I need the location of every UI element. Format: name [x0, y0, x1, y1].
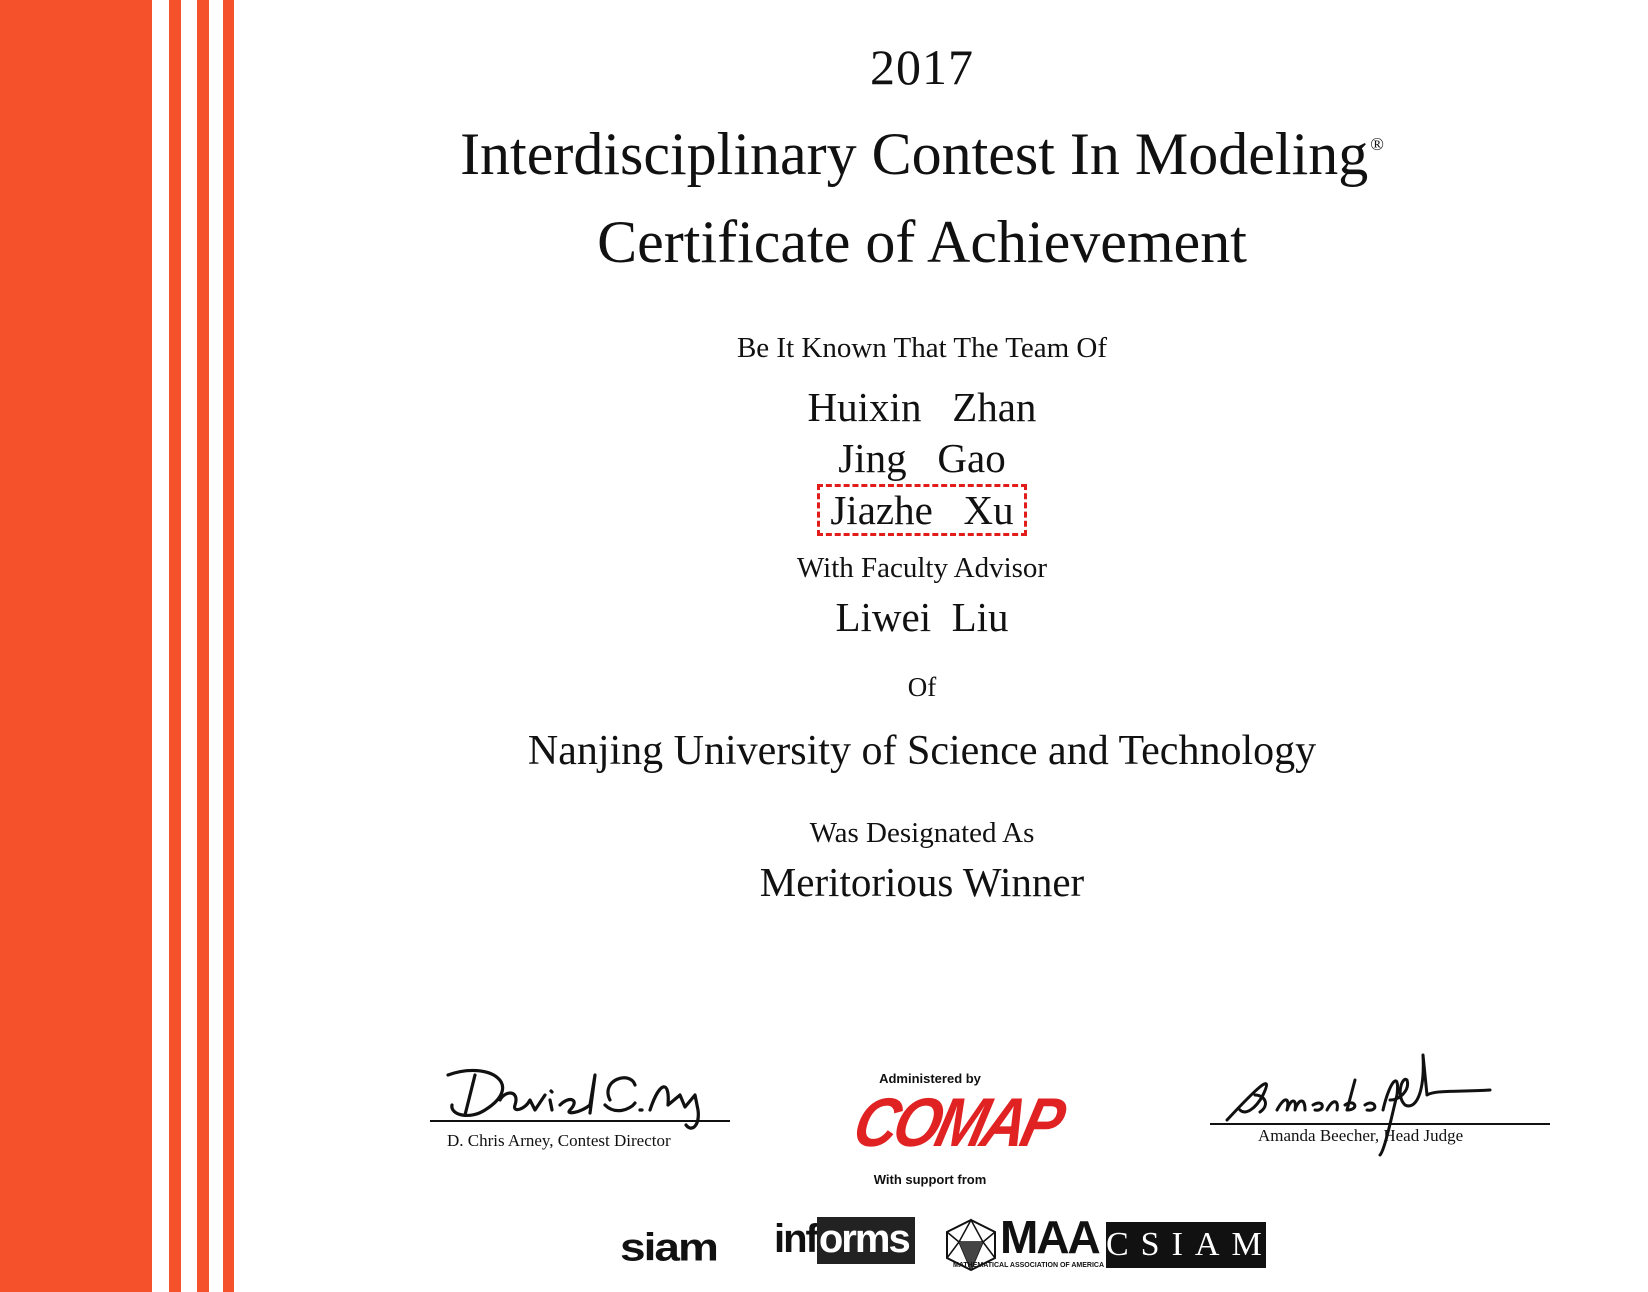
team-member-2: Jing Gao — [838, 435, 1006, 481]
designation-award: Meritorious Winner — [759, 859, 1085, 905]
stripe-wide — [0, 0, 152, 1292]
certificate-title: Certificate of Achievement — [597, 209, 1247, 275]
highlighted-member-name: Jiazhe Xu — [817, 484, 1026, 536]
stripe-thin-3 — [223, 0, 234, 1292]
comap-logo: COMAP — [846, 1083, 1069, 1162]
certificate-year: 2017 — [870, 39, 974, 95]
contest-name — [232, 120, 1612, 189]
stripe-thin-1 — [169, 0, 181, 1292]
siam-logo: siam — [620, 1224, 717, 1270]
informs-logo-suffix: orms — [817, 1217, 915, 1264]
advisor-name: Liwei Liu — [835, 594, 1009, 640]
signature-line-left — [430, 1120, 730, 1122]
informs-logo — [774, 1217, 915, 1264]
advisor-intro: With Faculty Advisor — [796, 552, 1048, 584]
signature-caption-right: Amanda Beecher, Head Judge — [1258, 1126, 1464, 1145]
csiam-logo: CSIAM — [1106, 1222, 1266, 1268]
stripe-thin-2 — [197, 0, 209, 1292]
maa-subtitle: MATHEMATICAL ASSOCIATION OF AMERICA — [953, 1262, 1105, 1269]
maa-logo: MAA — [1000, 1211, 1099, 1263]
informs-logo-prefix: inf — [774, 1217, 817, 1261]
signature-line-right — [1210, 1123, 1550, 1125]
team-intro: Be It Known That The Team Of — [736, 332, 1108, 364]
signature-left — [430, 1055, 720, 1135]
institution-name: Nanjing University of Science and Technology — [527, 728, 1317, 774]
signature-caption-left: D. Chris Arney, Contest Director — [447, 1131, 671, 1150]
administered-by-label: Administered by — [879, 1071, 981, 1086]
contest-name-text: Interdisciplinary Contest In Modeling — [460, 121, 1369, 187]
designation-intro: Was Designated As — [809, 817, 1035, 849]
team-member-1: Huixin Zhan — [807, 384, 1037, 430]
of-label: Of — [907, 672, 937, 702]
team-member-3 — [232, 484, 1612, 536]
registered-mark: ® — [1370, 134, 1384, 154]
support-from-label: With support from — [873, 1172, 987, 1187]
